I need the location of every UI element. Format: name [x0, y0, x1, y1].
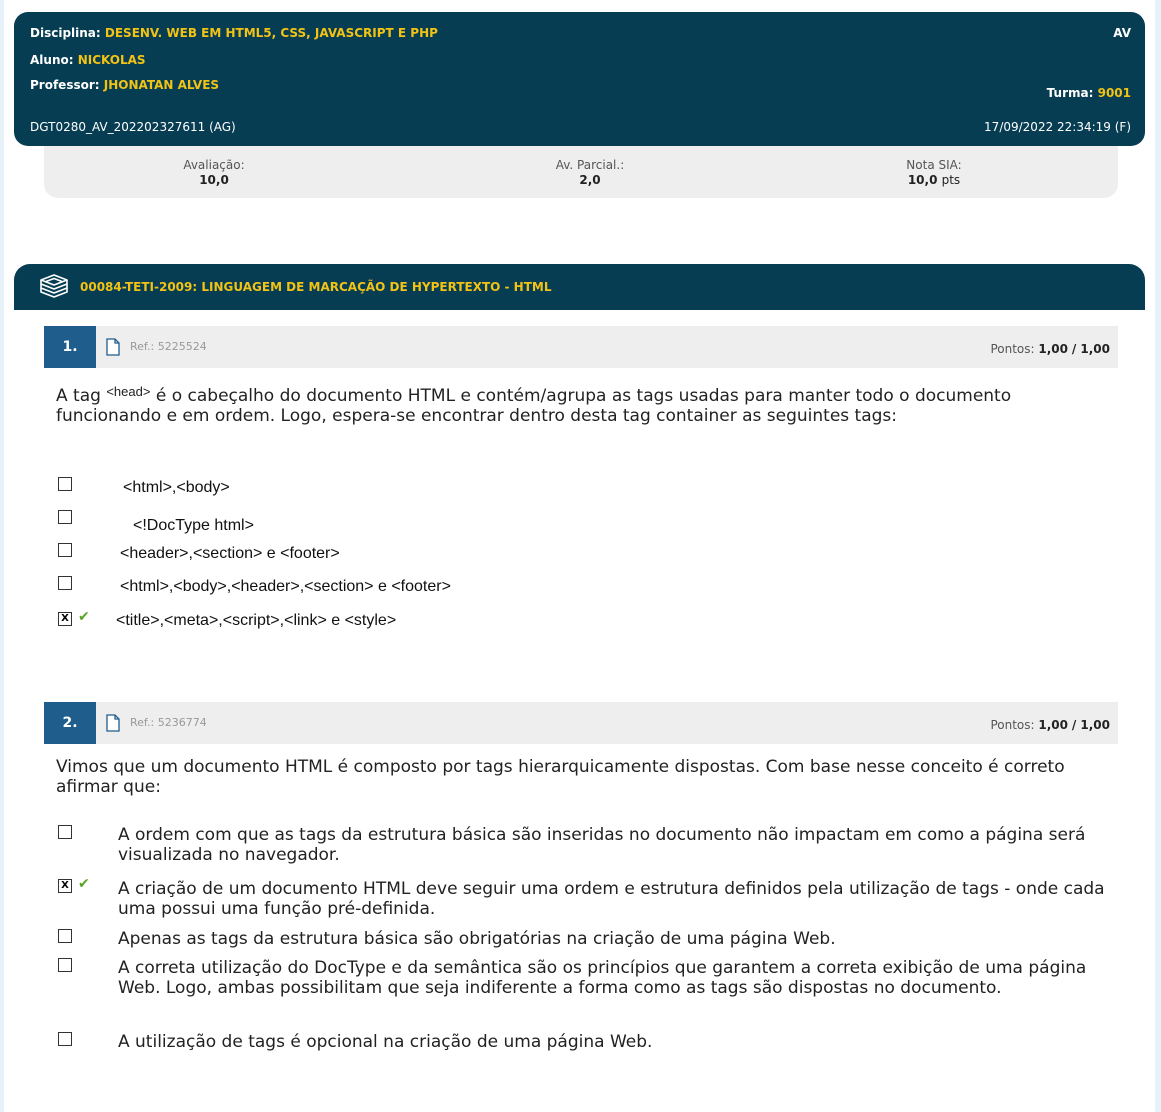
- professor-value: JHONATAN ALVES: [103, 78, 220, 92]
- disciplina-label: Disciplina:: [30, 26, 101, 40]
- disciplina-line: [30, 26, 438, 40]
- points-value: 1,00: [1038, 718, 1068, 732]
- avaliacao-label: Avaliação:: [183, 158, 245, 172]
- professor-line: [30, 78, 219, 92]
- option-checkbox[interactable]: [58, 477, 72, 491]
- option-text: A utilização de tags é opcional na criação de uma página Web.: [118, 1032, 653, 1052]
- grades-panel: [44, 146, 1118, 198]
- correct-check-icon: ✔: [78, 876, 90, 892]
- option-checkbox[interactable]: [58, 958, 72, 972]
- aluno-line: [30, 53, 146, 67]
- turma-value: 9001: [1097, 86, 1131, 100]
- points-total: / 1,00: [1071, 718, 1110, 732]
- question-1-bar: [44, 326, 1118, 368]
- question-2-ref: [130, 716, 207, 729]
- option-text: <title>,<meta>,<script>,<link> e <style>: [116, 612, 397, 629]
- turma-line: [1047, 86, 1131, 100]
- nota-label: Nota SIA:: [906, 158, 962, 172]
- ref-value: 5236774: [157, 716, 207, 729]
- statement-tag: <head>: [106, 384, 151, 399]
- right-window-edge: [1155, 0, 1161, 1112]
- parcial-label: Av. Parcial.:: [555, 158, 625, 172]
- option-text: <html>,<body>,<header>,<section> e <footer>: [120, 578, 451, 595]
- aluno-label: Aluno:: [30, 53, 74, 67]
- option-checkbox[interactable]: [58, 543, 72, 557]
- statement-post: é o cabeçalho do documento HTML e contém/agrupa as tags usadas para manter todo o documento funcionando e em ordem. Logo, espera-se encontrar dentro desta tag container as seguintes tags:: [56, 386, 1012, 426]
- option-text: A criação de um documento HTML deve seguir uma ordem e estrutura definidos pela utilização de tags - onde cada uma possui uma função pré-definida.: [118, 879, 1105, 919]
- exam-code: DGT0280_AV_202202327611 (AG): [30, 120, 236, 134]
- option-text: <header>,<section> e <footer>: [120, 545, 340, 562]
- points-label: Pontos:: [990, 342, 1035, 356]
- exam-datetime: 17/09/2022 22:34:19 (F): [984, 120, 1131, 134]
- statement-pre: A tag: [56, 386, 101, 406]
- aluno-value: NICKOLAS: [77, 53, 146, 67]
- nota-value-line: [844, 173, 1024, 188]
- grade-nota-sia: [844, 158, 1024, 188]
- disciplina-value: DESENV. WEB EM HTML5, CSS, JAVASCRIPT E PHP: [104, 26, 438, 40]
- exam-header: [14, 12, 1145, 146]
- correct-check-icon: ✔: [78, 609, 90, 625]
- nota-unit: pts: [941, 173, 961, 187]
- option-text: <!DocType html>: [133, 517, 254, 534]
- option-text: Apenas as tags da estrutura básica são obrigatórias na criação de uma página Web.: [118, 929, 836, 949]
- question-1-ref: [130, 340, 207, 353]
- avaliacao-value: 10,0: [199, 173, 229, 187]
- option-checkbox-checked[interactable]: X: [58, 612, 72, 626]
- question-2-number: 2.: [44, 702, 96, 744]
- section-header: [14, 264, 1145, 310]
- ref-label: Ref.:: [130, 340, 155, 353]
- question-2-bar: [44, 702, 1118, 744]
- option-checkbox[interactable]: [58, 1032, 72, 1046]
- nota-value: 10,0: [907, 173, 938, 187]
- question-1-points: [990, 342, 1110, 356]
- question-1-statement: [56, 382, 1086, 426]
- question-1-number: 1.: [44, 326, 96, 368]
- section-title: 00084-TETI-2009: LINGUAGEM DE MARCAÇÃO DE HYPERTEXTO - HTML: [80, 280, 552, 294]
- points-total: / 1,00: [1071, 342, 1110, 356]
- books-icon: [38, 272, 70, 300]
- document-icon: [106, 338, 120, 356]
- grade-avaliacao: [124, 158, 304, 188]
- option-checkbox[interactable]: [58, 825, 72, 839]
- option-text: A ordem com que as tags da estrutura básica são inseridas no documento não impactam em como a página será visualizada no navegador.: [118, 825, 1086, 865]
- turma-label: Turma:: [1046, 86, 1094, 100]
- left-window-edge: [0, 0, 4, 1112]
- ref-label: Ref.:: [130, 716, 155, 729]
- question-2-statement: Vimos que um documento HTML é composto por tags hierarquicamente dispostas. Com base nesse conceito é correto afirmar que:: [56, 757, 1065, 797]
- exam-type: AV: [1113, 26, 1131, 40]
- option-text: A correta utilização do DocType e da semântica são os princípios que garantem a correta exibição de uma página Web. Logo, ambas possibilitam que seja indiferente a forma como as tags são dispostas no documento.: [118, 958, 1087, 998]
- option-checkbox[interactable]: [58, 576, 72, 590]
- option-checkbox[interactable]: [58, 510, 72, 524]
- option-checkbox-checked[interactable]: X: [58, 879, 72, 893]
- document-icon: [106, 714, 120, 732]
- ref-value: 5225524: [157, 340, 207, 353]
- parcial-value: 2,0: [579, 173, 601, 187]
- professor-label: Professor:: [30, 78, 100, 92]
- grade-parcial: [500, 158, 680, 188]
- option-text: <html>,<body>: [123, 479, 230, 496]
- points-value: 1,00: [1038, 342, 1068, 356]
- question-2-points: [990, 718, 1110, 732]
- option-checkbox[interactable]: [58, 929, 72, 943]
- points-label: Pontos:: [990, 718, 1035, 732]
